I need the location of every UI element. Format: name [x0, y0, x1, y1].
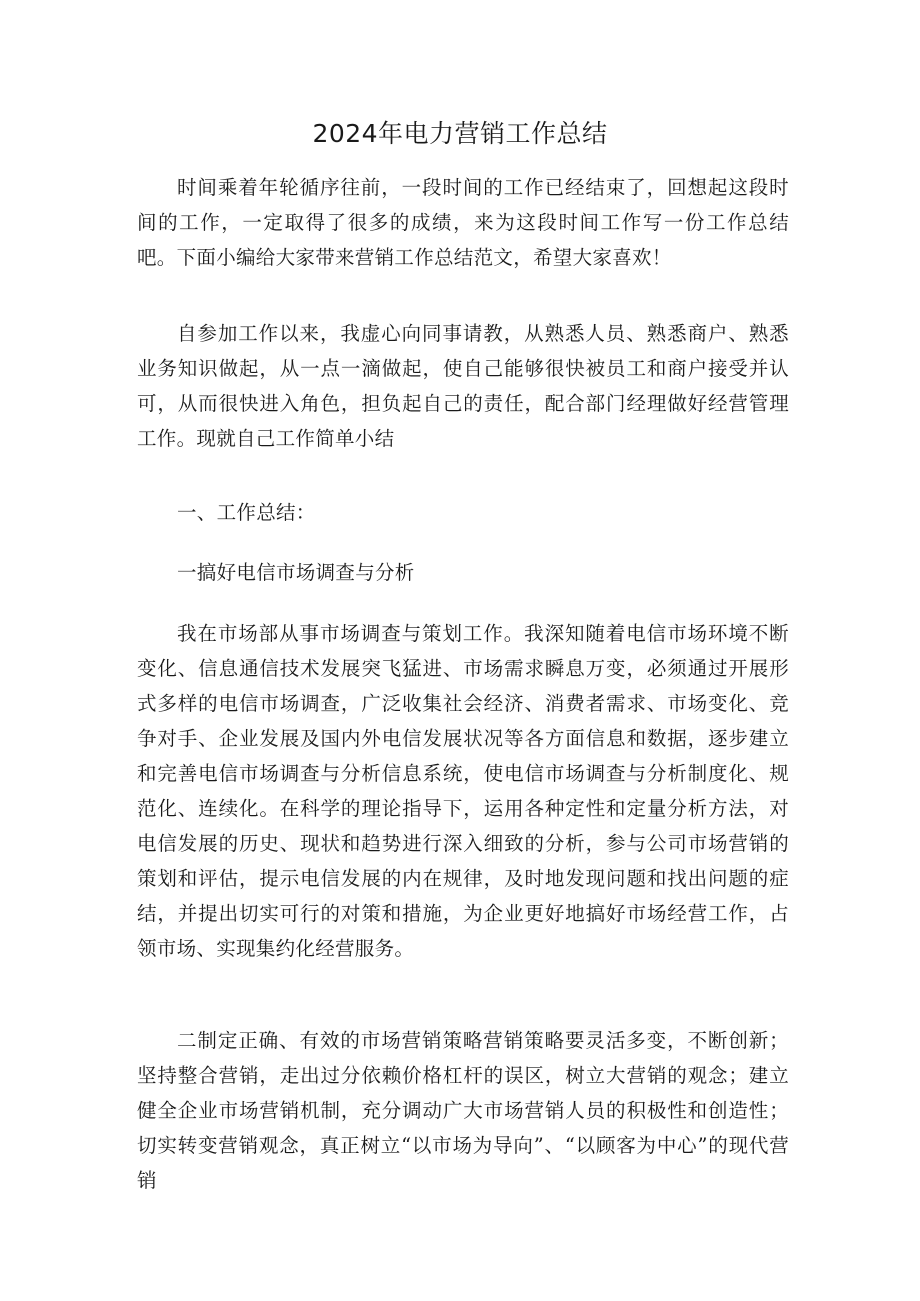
section-heading-work-summary: 一、工作总结： [177, 501, 316, 524]
paragraph-market-research: 我在市场部从事市场调查与策划工作。我深知随着电信市场环境不断变化、信息通信技术发展突飞猛进、市场需求瞬息万变，必须通过开展形式多样的电信市场调查，广泛收集社会经济、消费者需求、市场变化、竞争对手、企业发展及国内外电信发展状况等各方面信息和数据，逐步建立和完善电信市场调查与分析信息系统，使电信市场调查与分析制度化、规范化、连续化。在科学的理论指导下，运用各种定性和定量分析方法，对电信发展的历史、现状和趋势进行深入细致的分析，参与公司市场营销的策划和评估，提示电信发展的内在规律，及时地发现问题和找出问题的症结，并提出切实可行的对策和措施，为企业更好地搞好市场经营工作，占领市场、实现集约化经营服务。 [137, 622, 789, 960]
subsection-heading-market-research: 一搞好电信市场调查与分析 [177, 561, 415, 584]
document-title: 2024年电力营销工作总结 [312, 119, 608, 148]
paragraph-summary-opening: 自参加工作以来，我虚心向同事请教，从熟悉人员、熟悉商户、熟悉业务知识做起，从一点一滴做起，使自己能够很快被员工和商户接受并认可，从而很快进入角色，担负起自己的责任，配合部门经理做好经营管理工作。现就自己工作简单小结 [137, 322, 789, 450]
paragraph-marketing-strategy: 二制定正确、有效的市场营销策略营销策略要灵活多变，不断创新；坚持整合营销，走出过分依赖价格杠杆的误区，树立大营销的观念；建立健全企业市场营销机制，充分调动广大市场营销人员的积极性和创造性；切实转变营销观念，真正树立“以市场为导向”、“以顾客为中心”的现代营销 [137, 1029, 789, 1192]
paragraph-intro: 时间乘着年轮循序往前，一段时间的工作已经结束了，回想起这段时间的工作，一定取得了很多的成绩，来为这段时间工作写一份工作总结吧。下面小编给大家带来营销工作总结范文，希望大家喜欢！ [137, 176, 789, 269]
